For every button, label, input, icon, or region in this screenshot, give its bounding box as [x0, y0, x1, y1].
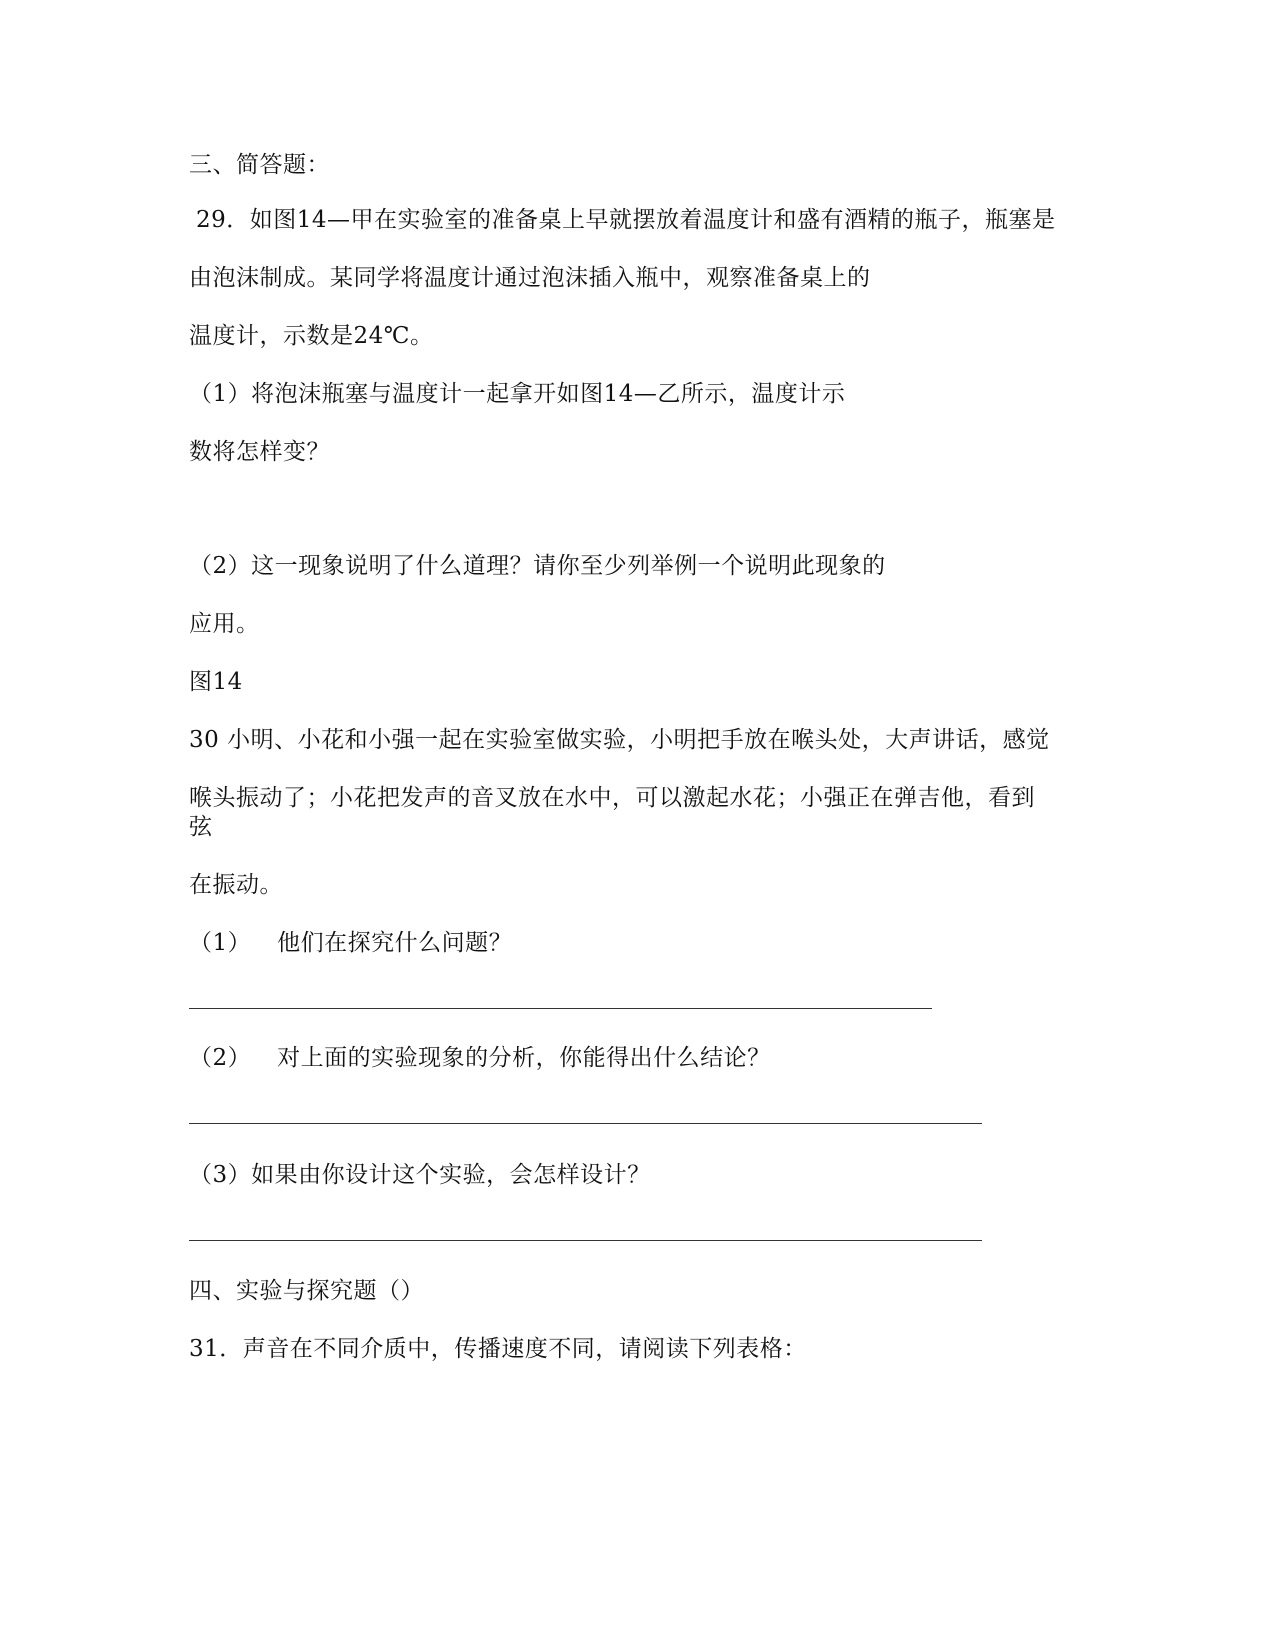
q30-sub2-answer-line[interactable]: [189, 1123, 982, 1124]
q30-sub1-question: 他们在探究什么问题？: [277, 930, 513, 956]
q30-sub3-question: （3）如果由你设计这个实验，会怎样设计？: [189, 1162, 651, 1188]
q30-sub1-answer-line[interactable]: [189, 1008, 932, 1009]
q30-sub2-number: （2）: [189, 1045, 252, 1071]
q30-text-line-2: 喉头振动了；小花把发声的音叉放在水中，可以激起水花；小强正在弹吉他，看到: [189, 785, 1035, 811]
q30-sub2: [189, 1043, 771, 1073]
q29-text-line-2: 由泡沫制成。某同学将温度计通过泡沫插入瓶中，观察准备桌上的: [189, 265, 871, 291]
section-3-heading: 三、简答题：: [189, 152, 330, 178]
q30-sub1-number: （1）: [189, 930, 252, 956]
q29-text-line-3: 温度计，示数是24℃。: [189, 323, 434, 349]
q30-text-line-4: 在振动。: [189, 872, 283, 898]
q31-text-line-1: 31．声音在不同介质中，传播速度不同，请阅读下列表格：: [189, 1336, 807, 1362]
q30-text-line-3: 弦: [189, 814, 213, 840]
q30-sub3-answer-line[interactable]: [189, 1240, 982, 1241]
q30-text-line-1: 30 小明、小花和小强一起在实验室做实验，小明把手放在喉头处，大声讲话，感觉: [189, 727, 1050, 753]
q30-sub1: [189, 928, 512, 958]
q30-sub2-question: 对上面的实验现象的分析，你能得出什么结论？: [277, 1045, 771, 1071]
q29-text-line-1: 29．如图14—甲在实验室的准备桌上早就摆放着温度计和盛有酒精的瓶子，瓶塞是: [196, 207, 1056, 233]
figure-14-label: 图14: [189, 669, 243, 695]
q29-sub2-line-2: 应用。: [189, 611, 260, 637]
q29-sub2-line-1: （2）这一现象说明了什么道理？请你至少列举例一个说明此现象的: [189, 553, 886, 579]
q29-sub1-line-2: 数将怎样变？: [189, 439, 330, 465]
section-4-heading: 四、实验与探究题（）: [189, 1278, 424, 1304]
q29-sub1-line-1: （1）将泡沫瓶塞与温度计一起拿开如图14—乙所示，温度计示: [189, 381, 846, 407]
